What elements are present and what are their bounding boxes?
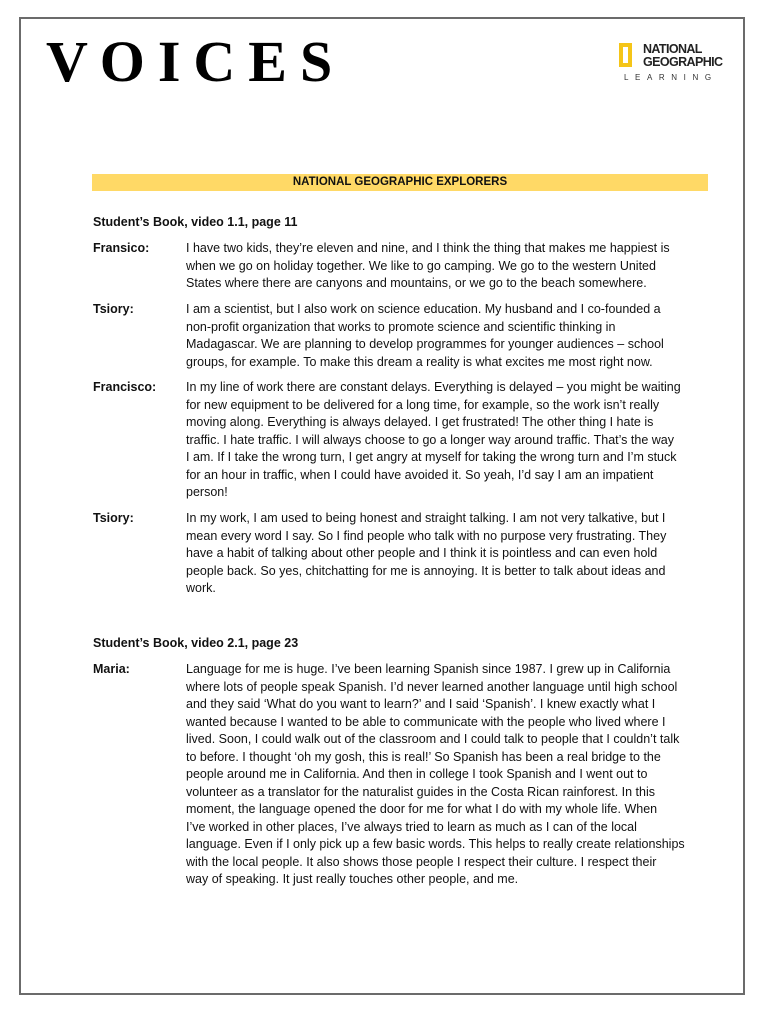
transcript-line: In my line of work there are constant delays. Everything is delayed – you might be waiting <box>186 380 681 394</box>
transcript-line: and they said ‘What do you want to learn?’ and I said ‘Spanish’. I knew exactly what I <box>186 697 656 711</box>
speaker-name: Tsiory: <box>93 302 134 316</box>
section-heading: Student’s Book, video 1.1, page 11 <box>93 215 298 229</box>
transcript-line: I have two kids, they’re eleven and nine, and I think the thing that makes me happiest is <box>186 241 670 255</box>
yellow-border-icon <box>619 43 632 67</box>
speaker-name: Fransico: <box>93 241 150 255</box>
logo-subtitle: LEARNING <box>624 73 718 82</box>
transcript-line: wanted because I wanted to be able to communicate with the people who lived where I <box>186 714 666 729</box>
transcript-line: language. Even if I only pick up a few basic words. This helps to really create relationships <box>186 837 685 851</box>
logo-line-1: NATIONAL <box>643 42 702 56</box>
transcript-line: States where there are canyons and mountains, or we go to the beach somewhere. <box>186 276 647 290</box>
transcript-line: Language for me is huge. I’ve been learning Spanish since 1987. I grew up in California <box>186 662 671 676</box>
transcript-line: people around me in California. And then in college I took Spanish and I went out to <box>186 767 648 781</box>
transcript-line: In my work, I am used to being honest and straight talking. I am not very talkative, but I <box>186 511 666 525</box>
transcript-line: groups, for example. To make this dream a reality is what excites me most right now. <box>186 354 653 369</box>
speaker-name: Maria: <box>93 662 130 676</box>
transcript-line: moment, the language opened the door for me for what I do with my whole life. When <box>186 802 658 816</box>
logo-wordmark <box>643 43 722 69</box>
national-geographic-logo <box>619 43 729 87</box>
speaker-name: Tsiory: <box>93 511 134 525</box>
transcript-line: have a habit of talking about other people and I think it is pointless and can even hold <box>186 546 658 560</box>
page-title: VOICES <box>46 29 346 94</box>
transcript-line: I am a scientist, but I also work on science education. My husband and I co-founded a <box>186 302 661 316</box>
transcript-line: way of speaking. It just really touches other people, and me. <box>186 872 519 886</box>
transcript-line: work. <box>186 581 216 595</box>
transcript-line: moving along. Everything is always delayed. I get frustrated! The other thing I hate is <box>186 415 654 429</box>
transcript-line: I am. If I take the wrong turn, I get angry at myself for taking the wrong turn and I’m stuck <box>186 450 677 464</box>
speaker-name: Francisco: <box>93 380 157 394</box>
transcript-line: traffic. I hate traffic. I will always choose to go a longer way around traffic. That’s the way <box>186 432 674 447</box>
transcript-line: lived. Soon, I could walk out of the classroom and I could talk to people that I couldn’t talk <box>186 732 680 746</box>
section-banner: NATIONAL GEOGRAPHIC EXPLORERS <box>92 174 708 191</box>
transcript-line: with the local people. It also shows those people I respect their culture. I respect their <box>186 854 657 869</box>
transcript-line: non-profit organization that works to promote science and scientific thinking in <box>186 319 616 334</box>
transcript-line: for an hour in traffic, when I could have avoided it. So yeah, I’d say I am an impatient <box>186 467 654 482</box>
transcript-line: I’ve worked in other places, I’ve always tried to learn as much as I can of the local <box>186 819 637 834</box>
transcript-line: person! <box>186 485 228 499</box>
transcript-line: for new equipment to be delivered for a long time, for example, so the work isn’t really <box>186 397 660 412</box>
transcript-line: mean every word I say. So I find people who talk with no purpose very frustrating. They <box>186 528 667 543</box>
logo-line-2: GEOGRAPHIC <box>643 55 723 69</box>
section-heading: Student’s Book, video 2.1, page 23 <box>93 636 299 650</box>
transcript-line: to before. I thought ‘oh my gosh, this is real!’ So Spanish has been a real bridge to the <box>186 749 661 764</box>
transcript-line: when we go on holiday together. We like to go camping. We go to the western United <box>186 258 656 273</box>
transcript-line: volunteer as a translator for the naturalist guides in the Costa Rican rainforest. In this <box>186 784 655 799</box>
transcript-line: where lots of people speak Spanish. I’d never learned another language until high school <box>186 679 678 694</box>
transcript-line: Madagascar. We are planning to develop programmes for younger audiences – school <box>186 337 664 351</box>
transcript-line: people back. So yes, chitchatting for me is annoying. It is better to talk about ideas and <box>186 563 666 578</box>
